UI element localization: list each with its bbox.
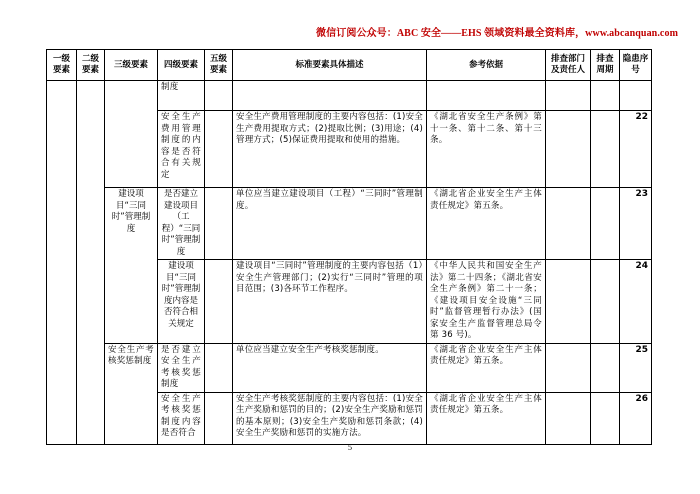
header-department: 排查部门及责任人 <box>546 50 591 81</box>
level1-cell <box>47 81 77 445</box>
level4-cell: 安全生产费用管理制度的内容是否符合有关规定 <box>158 111 205 188</box>
header-level2: 二级要素 <box>77 50 105 81</box>
department-cell <box>546 111 591 188</box>
hazard-number-cell: 24 <box>620 260 652 344</box>
level3-cell: 安全生产考核奖惩制度 <box>105 343 158 444</box>
header-level5: 五级要素 <box>205 50 233 81</box>
description-cell: 安全生产考核奖惩制度的主要内容包括：(1)安全生产奖励和惩罚的目的；(2)安全生产奖励和惩罚的基本原则；(3)安全生产奖励和惩罚条款；(4)安全生产奖励和惩罚的实施方法。 <box>233 392 427 444</box>
header-description: 标准要素具体描述 <box>233 50 427 81</box>
level4-cell: 制度 <box>158 81 205 111</box>
header-cycle: 排查周期 <box>591 50 620 81</box>
cycle-cell <box>591 81 620 111</box>
cycle-cell <box>591 188 620 260</box>
header-watermark-note: 微信订阅公众号：ABC 安全——EHS 领域资料最全资料库，www.abcanquan.com <box>316 28 678 39</box>
level3-cell <box>105 81 158 188</box>
cycle-cell <box>591 260 620 344</box>
reference-cell <box>427 81 546 111</box>
reference-cell: 《湖北省安全生产条例》第十一条、第十二条、第十三条。 <box>427 111 546 188</box>
hazard-number-cell: 23 <box>620 188 652 260</box>
level5-cell <box>205 392 233 444</box>
level4-cell: 是否建立建设项目（工程）“三同时”管理制度 <box>158 188 205 260</box>
cycle-cell <box>591 111 620 188</box>
level4-cell: 建设项目“三同时”管理制度内容是否符合相关规定 <box>158 260 205 344</box>
table-row <box>47 343 652 392</box>
description-cell <box>233 81 427 111</box>
description-cell: 单位应当建立安全生产考核奖惩制度。 <box>233 343 427 392</box>
page-number: 5 <box>348 443 352 452</box>
cycle-cell <box>591 392 620 444</box>
header-hazard-number: 隐患序号 <box>620 50 652 81</box>
description-cell: 安全生产费用管理制度的主要内容包括：(1)安全生产费用提取方式；(2)提取比例；(3)用途；(4)管理方式；(5)保证费用提取和使用的措施。 <box>233 111 427 188</box>
table-row <box>47 81 652 111</box>
level5-cell <box>205 81 233 111</box>
description-cell: 单位应当建立建设项目（工程）“三同时”管理制度。 <box>233 188 427 260</box>
level2-cell <box>77 81 105 445</box>
level5-cell <box>205 260 233 344</box>
level5-cell <box>205 188 233 260</box>
department-cell <box>546 343 591 392</box>
reference-cell: 《湖北省企业安全生产主体责任规定》第五条。 <box>427 188 546 260</box>
header-level1: 一级要素 <box>47 50 77 81</box>
reference-cell: 《湖北省企业安全生产主体责任规定》第五条。 <box>427 343 546 392</box>
department-cell <box>546 392 591 444</box>
header-reference: 参考依据 <box>427 50 546 81</box>
level3-cell: 建设项目“三同时”管理制度 <box>105 188 158 344</box>
hazard-checklist-table <box>46 49 652 445</box>
header-level4: 四级要素 <box>158 50 205 81</box>
department-cell <box>546 260 591 344</box>
level5-cell <box>205 111 233 188</box>
table-header-row <box>47 50 652 81</box>
hazard-number-cell: 22 <box>620 111 652 188</box>
level4-cell: 安全生产考核奖惩制度内容是否符合 <box>158 392 205 444</box>
reference-cell: 《湖北省企业安全生产主体责任规定》第五条。 <box>427 392 546 444</box>
department-cell <box>546 81 591 111</box>
hazard-number-cell: 25 <box>620 343 652 392</box>
hazard-number-cell <box>620 81 652 111</box>
document-page <box>46 49 651 439</box>
reference-cell: 《中华人民共和国安全生产法》第二十四条；《湖北省安全生产条例》第二十一条；《建设项目安全设施“三同时”监督管理暂行办法》(国家安全生产监督管理总局令第 36 号)。 <box>427 260 546 344</box>
level4-cell: 是否建立安全生产考核奖惩制度 <box>158 343 205 392</box>
hazard-number-cell: 26 <box>620 392 652 444</box>
department-cell <box>546 188 591 260</box>
level5-cell <box>205 343 233 392</box>
table-row <box>47 188 652 260</box>
header-level3: 三级要素 <box>105 50 158 81</box>
description-cell: 建设项目“三同时”管理制度的主要内容包括（1）安全生产管理部门；(2)实行“三同时”管理的项目范围；(3)各环节工作程序。 <box>233 260 427 344</box>
cycle-cell <box>591 343 620 392</box>
